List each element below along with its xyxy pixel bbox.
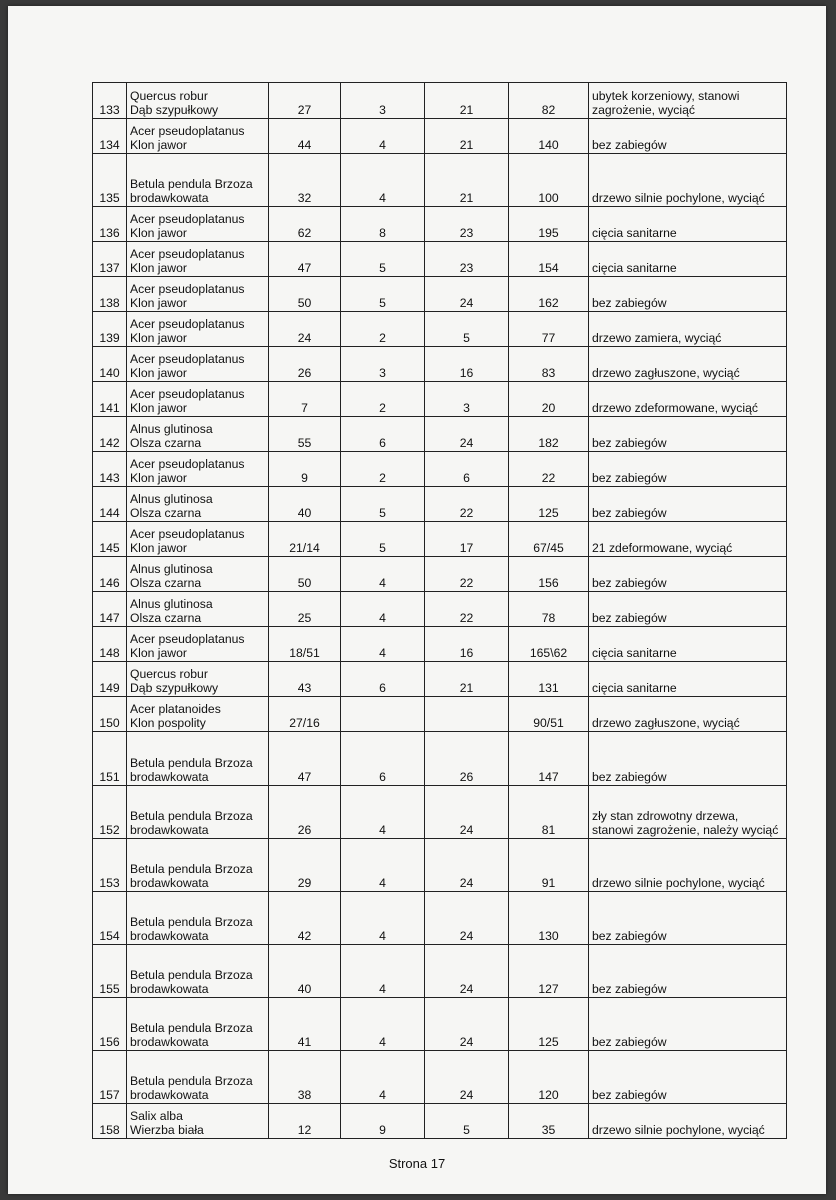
value-cell-4: 67/45 [509,522,589,557]
value-cell-4: 165\62 [509,627,589,662]
tree-number-cell: 135 [93,154,127,207]
value-cell-3: 24 [425,998,509,1051]
value-cell-3: 24 [425,786,509,839]
species-latin-name: Quercus robur [130,89,208,103]
tree-number-cell: 158 [93,1104,127,1139]
recommendation-cell: ubytek korzeniowy, stanowi zagrożenie, wyciąć [589,83,787,119]
tree-number-cell: 154 [93,892,127,945]
value-cell-1: 21/14 [269,522,341,557]
species-polish-name: Klon pospolity [130,716,206,730]
species-latin-name: Betula pendula Brzoza [130,862,253,876]
value-cell-1: 47 [269,732,341,786]
value-cell-4: 78 [509,592,589,627]
value-cell-2: 4 [341,998,425,1051]
value-cell-1: 32 [269,154,341,207]
value-cell-4: 20 [509,382,589,417]
value-cell-2: 4 [341,945,425,998]
value-cell-3: 24 [425,839,509,892]
tree-number-cell: 144 [93,487,127,522]
value-cell-3: 16 [425,627,509,662]
value-cell-2: 3 [341,83,425,119]
recommendation-cell: bez zabiegów [589,945,787,998]
tree-inventory-table [92,82,787,1139]
species-cell [127,697,269,732]
species-latin-name: Alnus glutinosa [130,492,213,506]
tree-number-cell: 138 [93,277,127,312]
species-cell [127,452,269,487]
species-polish-name: Klon jawor [130,261,187,275]
value-cell-1: 43 [269,662,341,697]
species-cell [127,627,269,662]
value-cell-1: 24 [269,312,341,347]
species-polish-name: brodawkowata [130,929,209,943]
value-cell-4: 91 [509,839,589,892]
recommendation-cell: drzewo zamiera, wyciąć [589,312,787,347]
value-cell-3: 24 [425,417,509,452]
value-cell-1: 62 [269,207,341,242]
value-cell-2: 4 [341,786,425,839]
recommendation-cell: drzewo silnie pochylone, wyciąć [589,1104,787,1139]
value-cell-4: 131 [509,662,589,697]
species-polish-name: Olsza czarna [130,436,202,450]
species-cell [127,83,269,119]
tree-number-cell: 155 [93,945,127,998]
recommendation-cell: cięcia sanitarne [589,242,787,277]
value-cell-3: 22 [425,487,509,522]
value-cell-1: 40 [269,945,341,998]
value-cell-4: 125 [509,487,589,522]
value-cell-3: 21 [425,662,509,697]
species-cell [127,487,269,522]
value-cell-4: 140 [509,119,589,154]
recommendation-cell: zły stan zdrowotny drzewa, stanowi zagrożenie, należy wyciąć [589,786,787,839]
species-polish-name: Wierzba biała [130,1123,204,1137]
value-cell-4: 195 [509,207,589,242]
table-row [93,1051,787,1104]
species-polish-name: brodawkowata [130,1088,209,1102]
table-row [93,557,787,592]
species-cell [127,662,269,697]
value-cell-3: 24 [425,945,509,998]
tree-number-cell: 146 [93,557,127,592]
recommendation-cell: bez zabiegów [589,487,787,522]
species-polish-name: brodawkowata [130,1035,209,1049]
species-cell [127,382,269,417]
value-cell-1: 7 [269,382,341,417]
species-latin-name: Acer pseudoplatanus [130,317,245,331]
value-cell-2: 4 [341,627,425,662]
species-polish-name: Klon jawor [130,138,187,152]
species-polish-name: Olsza czarna [130,506,202,520]
tree-number-cell: 153 [93,839,127,892]
value-cell-3: 23 [425,242,509,277]
species-latin-name: Quercus robur [130,667,208,681]
table-row [93,312,787,347]
value-cell-2: 2 [341,312,425,347]
value-cell-2: 5 [341,277,425,312]
table-row [93,945,787,998]
tree-number-cell: 148 [93,627,127,662]
species-latin-name: Alnus glutinosa [130,597,213,611]
species-cell [127,839,269,892]
species-latin-name: Acer platanoides [130,702,221,716]
table-row [93,662,787,697]
table-row [93,1104,787,1139]
tree-number-cell: 139 [93,312,127,347]
recommendation-cell: bez zabiegów [589,119,787,154]
tree-number-cell: 157 [93,1051,127,1104]
species-cell [127,119,269,154]
value-cell-1: 26 [269,786,341,839]
species-polish-name: Klon jawor [130,366,187,380]
value-cell-1: 50 [269,277,341,312]
tree-number-cell: 149 [93,662,127,697]
species-polish-name: brodawkowata [130,876,209,890]
recommendation-cell: bez zabiegów [589,1051,787,1104]
species-latin-name: Acer pseudoplatanus [130,212,245,226]
species-latin-name: Acer pseudoplatanus [130,527,245,541]
value-cell-2: 4 [341,839,425,892]
species-polish-name: brodawkowata [130,982,209,996]
table-row [93,522,787,557]
value-cell-4: 162 [509,277,589,312]
table-row [93,892,787,945]
species-latin-name: Acer pseudoplatanus [130,387,245,401]
recommendation-cell: bez zabiegów [589,892,787,945]
species-cell [127,242,269,277]
value-cell-1: 41 [269,998,341,1051]
recommendation-cell: bez zabiegów [589,557,787,592]
table-row [93,417,787,452]
species-polish-name: Klon jawor [130,471,187,485]
table-row [93,242,787,277]
species-polish-name: Klon jawor [130,401,187,415]
value-cell-2: 4 [341,1051,425,1104]
tree-number-cell: 143 [93,452,127,487]
species-latin-name: Alnus glutinosa [130,562,213,576]
tree-number-cell: 145 [93,522,127,557]
value-cell-3: 24 [425,1051,509,1104]
species-polish-name: Dąb szypułkowy [130,103,219,117]
tree-number-cell: 142 [93,417,127,452]
tree-number-cell: 152 [93,786,127,839]
value-cell-2: 4 [341,592,425,627]
species-cell [127,1104,269,1139]
species-latin-name: Betula pendula Brzoza [130,177,253,191]
tree-number-cell: 134 [93,119,127,154]
species-cell [127,1051,269,1104]
species-polish-name: Dąb szypułkowy [130,681,219,695]
table-row [93,83,787,119]
species-cell [127,945,269,998]
value-cell-2: 3 [341,347,425,382]
tree-number-cell: 156 [93,998,127,1051]
recommendation-cell: cięcia sanitarne [589,662,787,697]
species-polish-name: brodawkowata [130,823,209,837]
species-polish-name: Klon jawor [130,646,187,660]
species-latin-name: Salix alba [130,1109,183,1123]
table-row [93,998,787,1051]
value-cell-2: 4 [341,119,425,154]
table-row [93,277,787,312]
value-cell-2: 5 [341,487,425,522]
value-cell-4: 130 [509,892,589,945]
species-latin-name: Acer pseudoplatanus [130,124,245,138]
value-cell-2: 6 [341,662,425,697]
value-cell-2: 4 [341,557,425,592]
value-cell-1: 55 [269,417,341,452]
recommendation-cell: cięcia sanitarne [589,207,787,242]
recommendation-cell: bez zabiegów [589,732,787,786]
recommendation-cell: drzewo zagłuszone, wyciąć [589,697,787,732]
species-latin-name: Betula pendula Brzoza [130,756,253,770]
species-latin-name: Acer pseudoplatanus [130,632,245,646]
value-cell-1: 50 [269,557,341,592]
species-polish-name: Olsza czarna [130,611,202,625]
species-cell [127,592,269,627]
tree-number-cell: 147 [93,592,127,627]
value-cell-3: 24 [425,892,509,945]
recommendation-cell: bez zabiegów [589,452,787,487]
species-cell [127,522,269,557]
table-row [93,627,787,662]
recommendation-cell: 21 zdeformowane, wyciąć [589,522,787,557]
table-row [93,839,787,892]
table-body [93,83,787,1139]
recommendation-cell: bez zabiegów [589,998,787,1051]
recommendation-cell: bez zabiegów [589,277,787,312]
value-cell-1: 27 [269,83,341,119]
value-cell-3: 17 [425,522,509,557]
species-latin-name: Betula pendula Brzoza [130,1021,253,1035]
value-cell-3: 24 [425,277,509,312]
table-row [93,207,787,242]
value-cell-1: 26 [269,347,341,382]
value-cell-2: 9 [341,1104,425,1139]
document-page [8,6,826,1194]
table-row [93,592,787,627]
page-number: Strona 17 [388,1156,446,1171]
recommendation-cell: drzewo silnie pochylone, wyciąć [589,154,787,207]
value-cell-2 [341,697,425,732]
tree-number-cell: 141 [93,382,127,417]
species-cell [127,347,269,382]
value-cell-4: 90/51 [509,697,589,732]
value-cell-3: 5 [425,312,509,347]
value-cell-4: 156 [509,557,589,592]
value-cell-2: 5 [341,242,425,277]
species-cell [127,417,269,452]
species-polish-name: Klon jawor [130,226,187,240]
value-cell-2: 2 [341,452,425,487]
value-cell-2: 2 [341,382,425,417]
value-cell-1: 42 [269,892,341,945]
tree-number-cell: 137 [93,242,127,277]
recommendation-cell: drzewo zdeformowane, wyciąć [589,382,787,417]
species-latin-name: Acer pseudoplatanus [130,247,245,261]
recommendation-cell: bez zabiegów [589,592,787,627]
tree-number-cell: 151 [93,732,127,786]
value-cell-4: 125 [509,998,589,1051]
species-cell [127,207,269,242]
value-cell-4: 22 [509,452,589,487]
species-latin-name: Betula pendula Brzoza [130,809,253,823]
value-cell-1: 38 [269,1051,341,1104]
value-cell-4: 81 [509,786,589,839]
species-polish-name: Olsza czarna [130,576,202,590]
value-cell-1: 18/51 [269,627,341,662]
species-cell [127,277,269,312]
value-cell-2: 6 [341,732,425,786]
value-cell-3: 23 [425,207,509,242]
species-latin-name: Alnus glutinosa [130,422,213,436]
species-latin-name: Betula pendula Brzoza [130,915,253,929]
recommendation-cell: cięcia sanitarne [589,627,787,662]
value-cell-3: 21 [425,83,509,119]
recommendation-cell: drzewo silnie pochylone, wyciąć [589,839,787,892]
species-polish-name: brodawkowata [130,191,209,205]
value-cell-4: 82 [509,83,589,119]
value-cell-4: 127 [509,945,589,998]
species-cell [127,557,269,592]
value-cell-4: 35 [509,1104,589,1139]
value-cell-3: 3 [425,382,509,417]
tree-number-cell: 150 [93,697,127,732]
value-cell-1: 40 [269,487,341,522]
value-cell-1: 27/16 [269,697,341,732]
species-cell [127,732,269,786]
value-cell-1: 12 [269,1104,341,1139]
table-row [93,119,787,154]
species-cell [127,998,269,1051]
species-latin-name: Acer pseudoplatanus [130,457,245,471]
species-polish-name: Klon jawor [130,541,187,555]
value-cell-3: 5 [425,1104,509,1139]
table-row [93,154,787,207]
value-cell-4: 83 [509,347,589,382]
value-cell-3: 16 [425,347,509,382]
table-row [93,697,787,732]
species-cell [127,786,269,839]
species-polish-name: Klon jawor [130,296,187,310]
value-cell-3: 22 [425,592,509,627]
species-latin-name: Betula pendula Brzoza [130,1074,253,1088]
value-cell-2: 4 [341,892,425,945]
value-cell-3: 22 [425,557,509,592]
table-row [93,786,787,839]
species-polish-name: Klon jawor [130,331,187,345]
species-cell [127,892,269,945]
value-cell-2: 4 [341,154,425,207]
table-row [93,732,787,786]
recommendation-cell: bez zabiegów [589,417,787,452]
value-cell-2: 6 [341,417,425,452]
recommendation-cell: drzewo zagłuszone, wyciąć [589,347,787,382]
species-latin-name: Acer pseudoplatanus [130,352,245,366]
table-row [93,452,787,487]
value-cell-2: 5 [341,522,425,557]
table-row [93,487,787,522]
value-cell-3 [425,697,509,732]
species-polish-name: brodawkowata [130,770,209,784]
value-cell-2: 8 [341,207,425,242]
value-cell-3: 6 [425,452,509,487]
tree-number-cell: 140 [93,347,127,382]
value-cell-4: 182 [509,417,589,452]
value-cell-4: 147 [509,732,589,786]
tree-number-cell: 133 [93,83,127,119]
species-latin-name: Betula pendula Brzoza [130,968,253,982]
species-cell [127,312,269,347]
value-cell-4: 154 [509,242,589,277]
value-cell-3: 21 [425,154,509,207]
value-cell-4: 77 [509,312,589,347]
value-cell-4: 100 [509,154,589,207]
value-cell-1: 29 [269,839,341,892]
species-latin-name: Acer pseudoplatanus [130,282,245,296]
value-cell-4: 120 [509,1051,589,1104]
table-row [93,347,787,382]
value-cell-1: 25 [269,592,341,627]
value-cell-1: 9 [269,452,341,487]
value-cell-3: 26 [425,732,509,786]
value-cell-1: 44 [269,119,341,154]
value-cell-1: 47 [269,242,341,277]
value-cell-3: 21 [425,119,509,154]
tree-number-cell: 136 [93,207,127,242]
species-cell [127,154,269,207]
table-row [93,382,787,417]
